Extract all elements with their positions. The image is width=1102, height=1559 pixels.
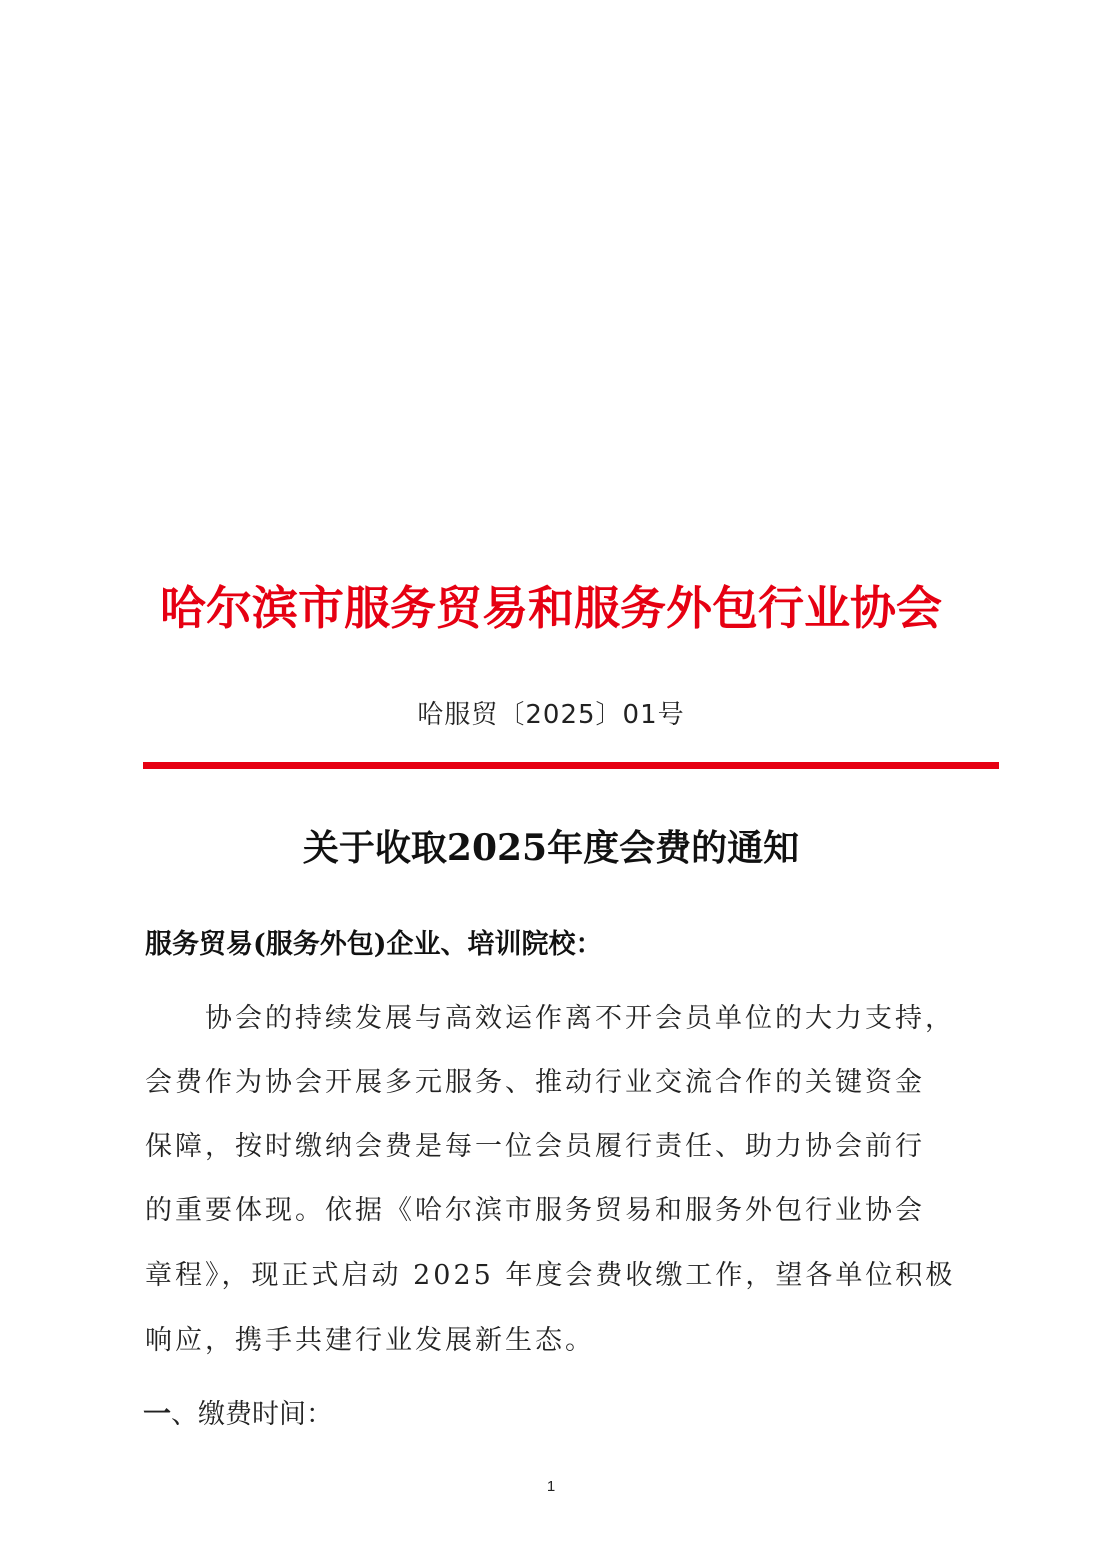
organization-title: 哈尔滨市服务贸易和服务外包行业协会	[160, 581, 942, 635]
section-label: 、缴费时间：	[171, 1399, 334, 1430]
addressee-line: 服务贸易(服务外包)企业、培训院校：	[145, 929, 603, 960]
paragraph-line: 会费作为协会开展多元服务、推动行业交流合作的关键资金	[145, 1067, 925, 1098]
section-heading-payment-time	[143, 1392, 333, 1432]
paragraph-line: 章程》，现正式启动 2025 年度会费收缴工作，望各单位积极	[145, 1260, 956, 1291]
header-divider	[143, 762, 999, 769]
paragraph-line: 保障，按时缴纳会费是每一位会员履行责任、助力协会前行	[145, 1131, 925, 1162]
document-number: 哈服贸〔2025〕01号	[417, 700, 685, 730]
page-number: 1	[546, 1478, 556, 1495]
paragraph-line: 协会的持续发展与高效运作离不开会员单位的大力支持，	[145, 1003, 955, 1034]
section-number: 一	[143, 1397, 172, 1430]
paragraph-line: 响应，携手共建行业发展新生态。	[145, 1325, 595, 1356]
notice-title: 关于收取2025年度会费的通知	[302, 827, 800, 869]
paragraph-line: 的重要体现。依据《哈尔滨市服务贸易和服务外包行业协会	[145, 1195, 925, 1226]
